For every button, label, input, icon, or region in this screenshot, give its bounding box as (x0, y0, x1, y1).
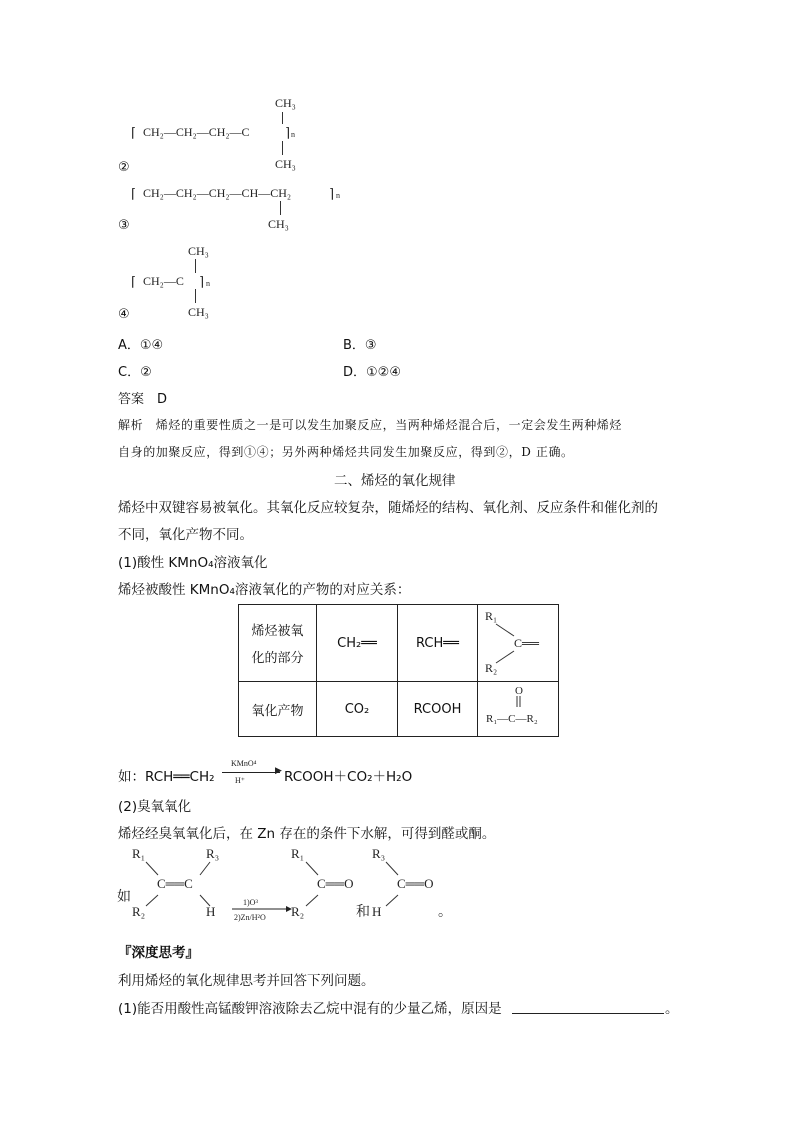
bond-line (306, 862, 318, 875)
period-label: 。 (438, 905, 452, 920)
products: RCOOH＋CO₂＋H₂O (284, 769, 413, 785)
bond-line (200, 862, 210, 875)
h-label: H (206, 904, 216, 919)
reactant: 如：RCH══CH₂ (118, 769, 215, 785)
bond-line (496, 624, 514, 636)
analysis-line-1: 解析 烯烃的重要性质之一是可以发生加聚反应，当两种烯烃混合后，一定会发生两种烯烃 (118, 418, 623, 432)
r3-label: R₃ (372, 846, 386, 861)
table-cell: RCOOH (398, 682, 478, 737)
bond-line (386, 862, 398, 875)
h-label: H (372, 904, 382, 919)
subscript-n: n (291, 130, 295, 139)
methyl-bottom: CH₃ (188, 305, 209, 319)
subsection-1-desc: 烯烃被酸性 KMnO₄溶液氧化的产物的对应关系： (118, 582, 411, 598)
chain-label: R₁—C—R₂ (486, 713, 538, 725)
section-title: 二、烯烃的氧化规律 (334, 473, 456, 489)
bracket-open: ⌈ (131, 125, 137, 140)
intro-line-2: 不同，氧化产物不同。 (118, 527, 253, 543)
table-cell: CO₂ (317, 682, 398, 737)
bond-line (306, 895, 318, 906)
bond-vertical (280, 201, 281, 215)
option-a: A．①④ (118, 338, 164, 353)
oxygen-label: O (515, 685, 523, 697)
ketone-product-structure (478, 682, 558, 736)
question-1-end: 。 (665, 1001, 679, 1017)
and-label: 和 (356, 905, 370, 920)
methyl-top: CH₃ (188, 244, 209, 258)
table-cell-structure (478, 605, 559, 682)
methyl-bottom: CH₃ (275, 157, 296, 171)
subsection-1-title: (1)酸性 KMnO₄溶液氧化 (118, 555, 268, 571)
r2-label: R₂ (485, 661, 498, 675)
polymer-chain: CH₂—C (143, 274, 184, 288)
option-c: C．② (118, 365, 152, 380)
carbonyl-label: C══O (317, 876, 354, 891)
polymer-chain: CH₂—CH₂—CH₂—C (143, 125, 250, 139)
bond-line (146, 895, 158, 906)
intro-line-1: 烯烃中双键容易被氧化。其氧化反应较复杂，随烯烃的结构、氧化剂、反应条件和催化剂的 (118, 500, 658, 516)
ketone-structure (478, 605, 558, 681)
option-label-4: ④ (118, 307, 130, 322)
deep-thinking-intro: 利用烯烃的氧化规律思考并回答下列问题。 (118, 973, 375, 989)
reaction-arrow (222, 772, 280, 773)
arrow-head: ▶ (275, 765, 282, 775)
step1-label: 1)O³ (243, 898, 258, 907)
option-label-3: ③ (118, 218, 130, 233)
oxidation-table (238, 604, 559, 737)
carbon-label: C══ (514, 636, 540, 650)
double-bond-label: C══C (157, 876, 193, 891)
bond-line (386, 895, 398, 906)
carbonyl-label: C══O (397, 876, 434, 891)
bracket-close: ⌉ (329, 186, 335, 201)
analysis-line-2: 自身的加聚反应，得到①④；另外两种烯烃共同发生加聚反应，得到②，D 正确。 (118, 445, 574, 459)
deep-thinking-title: 『深度思考』 (118, 945, 199, 961)
answer-line: 答案 D (118, 392, 168, 407)
polymer-chain: CH₂—CH₂—CH₂—CH—CH₂ (143, 186, 292, 200)
option-d: D．①②④ (343, 365, 401, 380)
bond-line (146, 862, 158, 875)
question-1: (1)能否用酸性高锰酸钾溶液除去乙烷中混有的少量乙烯，原因是 (118, 1001, 502, 1017)
step2-label: 2)Zn/H²O (234, 913, 266, 922)
option-label-2: ② (118, 160, 130, 175)
r1-label: R₁ (485, 609, 498, 623)
bracket-open: ⌈ (131, 186, 137, 201)
r2-label: R₂ (132, 904, 146, 919)
subsection-2-title: (2)臭氧氧化 (118, 799, 192, 815)
subscript-n: n (206, 279, 210, 288)
table-cell-structure (478, 682, 559, 737)
bond-vertical (195, 259, 196, 273)
subsection-2-desc: 烯烃经臭氧氧化后，在 Zn 存在的条件下水解，可得到醛或酮。 (118, 826, 496, 842)
table-cell: CH₂══ (317, 605, 398, 682)
bond-vertical (282, 141, 283, 155)
table-header-cell (239, 605, 317, 682)
bond-vertical (282, 112, 283, 124)
bracket-open: ⌈ (131, 274, 137, 289)
methyl-top: CH₃ (275, 96, 296, 110)
prefix-label: 如 (117, 890, 131, 905)
r3-label: R₃ (206, 846, 220, 861)
table-header-cell: 氧化产物 (239, 682, 317, 737)
table-cell: RCH══ (398, 605, 478, 682)
reagent-top: KMnO⁴ (231, 759, 257, 768)
methyl-bottom: CH₃ (268, 217, 289, 231)
r1-label: R₁ (132, 846, 146, 861)
table-row (239, 682, 559, 737)
cell-text: 烯烃被氧 (251, 624, 304, 639)
table-row (239, 605, 559, 682)
r1-label: R₁ (291, 846, 305, 861)
cell-text: 化的部分 (251, 651, 304, 666)
bond-vertical (195, 289, 196, 303)
r2-label: R₂ (291, 904, 305, 919)
ozonolysis-scheme (110, 840, 450, 930)
bracket-close: ⌉ (285, 125, 291, 140)
subscript-n: n (336, 191, 340, 200)
bracket-close: ⌉ (199, 274, 205, 289)
answer-blank[interactable] (512, 1013, 664, 1014)
reagent-bottom: H⁺ (235, 776, 245, 785)
option-b: B．③ (343, 338, 377, 353)
bond-line (496, 651, 514, 663)
